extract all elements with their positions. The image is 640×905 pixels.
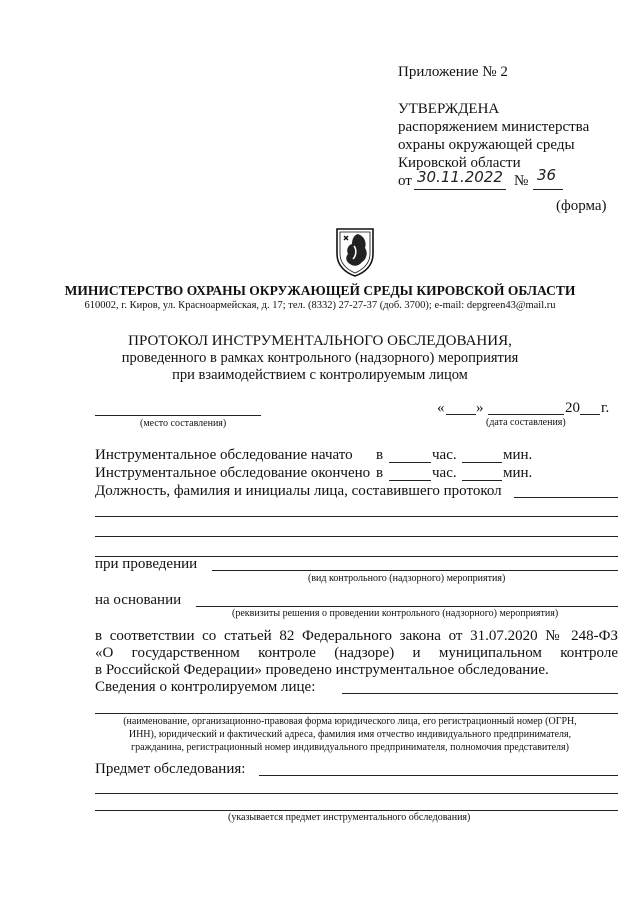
approved-line-2: охраны окружающей среды [398, 137, 575, 153]
coat-of-arms-icon [334, 226, 376, 278]
approved-line-1: распоряжением министерства [398, 119, 590, 135]
event-caption: (вид контрольного (надзорного) мероприятия) [308, 573, 506, 584]
exam-start-minutes-label: мин. [503, 447, 533, 463]
object-field-line-3[interactable] [95, 810, 618, 811]
year-suffix: г. [601, 400, 610, 416]
protocol-subtitle-1: проведенного в рамках контрольного (надзорного) мероприятия [121, 350, 519, 366]
law-line-2: «О государственном контроле (надзоре) и муниципальном контроле [95, 645, 618, 661]
protocol-title: ПРОТОКОЛ ИНСТРУМЕНТАЛЬНОГО ОБСЛЕДОВАНИЯ, [128, 333, 512, 349]
number-prefix: № [514, 173, 529, 189]
exam-start-hours-label: час. [432, 447, 457, 463]
basis-label: на основании [95, 592, 182, 608]
object-caption: (указывается предмет инструментального обследования) [228, 812, 471, 823]
year-prefix: 20 [565, 400, 580, 416]
date-prefix: от [398, 173, 412, 189]
author-field[interactable] [514, 497, 618, 498]
subject-field-line-2[interactable] [95, 713, 618, 714]
exam-start-label: Инструментальное обследование начато [95, 447, 353, 463]
subject-caption-3: гражданина, регистрационный номер индивидуального предпринимателя, полномочия представителя) [131, 742, 569, 753]
object-field-line-2[interactable] [95, 793, 618, 794]
exam-end-minutes-label: мин. [503, 465, 533, 481]
object-label: Предмет обследования: [95, 761, 246, 777]
event-label: при проведении [95, 556, 198, 572]
appendix-label: Приложение № 2 [398, 64, 508, 80]
date-caption: (дата составления) [486, 417, 566, 428]
subject-label: Сведения о контролируемом лице: [95, 679, 316, 695]
form-label: (форма) [556, 198, 607, 214]
author-field-line-3[interactable] [95, 536, 618, 537]
approved-line-3: Кировской области [398, 155, 521, 171]
subject-caption-2: ИНН), юридический и фактический адреса, фамилия имя отчество индивидуального предпринимателя, [128, 729, 572, 740]
handwritten-number: 36 [537, 166, 557, 184]
author-label: Должность, фамилия и инициалы лица, составившего протокол [95, 483, 502, 499]
date-underline [414, 189, 506, 190]
exam-end-hours-field[interactable] [389, 480, 431, 481]
ministry-address: 610002, г. Киров, ул. Красноармейская, д. 17; тел. (8332) 27-27-37 (доб. 3700); e-mail: depgreen43@mail.ru [84, 300, 556, 311]
place-caption: (место составления) [140, 418, 227, 429]
ministry-name: МИНИСТЕРСТВО ОХРАНЫ ОКРУЖАЮЩЕЙ СРЕДЫ КИРОВСКОЙ ОБЛАСТИ [64, 283, 576, 298]
basis-caption: (реквизиты решения о проведении контрольного (надзорного) мероприятия) [232, 608, 559, 619]
exam-start-minutes-field[interactable] [462, 462, 502, 463]
exam-end-hours-label: час. [432, 465, 457, 481]
exam-end-label: Инструментальное обследование окончено [95, 465, 371, 481]
exam-end-in: в [376, 465, 384, 481]
author-field-line-2[interactable] [95, 516, 618, 517]
protocol-subtitle-2: при взаимодействием с контролируемым лицом [172, 367, 468, 383]
number-underline [533, 189, 563, 190]
open-quote: « [437, 400, 445, 416]
basis-field[interactable] [196, 606, 618, 607]
event-field[interactable] [212, 570, 618, 571]
month-field[interactable] [488, 414, 564, 415]
subject-caption-1: (наименование, организационно-правовая форма юридического лица, его регистрационный номер (ОГРН, [123, 716, 577, 727]
exam-start-hours-field[interactable] [389, 462, 431, 463]
handwritten-date: 30.11.2022 [417, 168, 503, 186]
year-field[interactable] [580, 414, 600, 415]
place-field[interactable] [95, 415, 261, 416]
law-line-1: в соответствии со статьей 82 Федерального закона от 31.07.2020 № 248-ФЗ [95, 628, 618, 644]
day-field[interactable] [446, 414, 476, 415]
approved-label: УТВЕРЖДЕНА [398, 101, 500, 117]
exam-end-minutes-field[interactable] [462, 480, 502, 481]
object-field[interactable] [259, 775, 618, 776]
law-line-3: в Российской Федерации» проведено инструментальное обследование. [95, 662, 549, 678]
subject-field[interactable] [342, 693, 618, 694]
exam-start-in: в [376, 447, 384, 463]
close-quote: » [476, 400, 484, 416]
